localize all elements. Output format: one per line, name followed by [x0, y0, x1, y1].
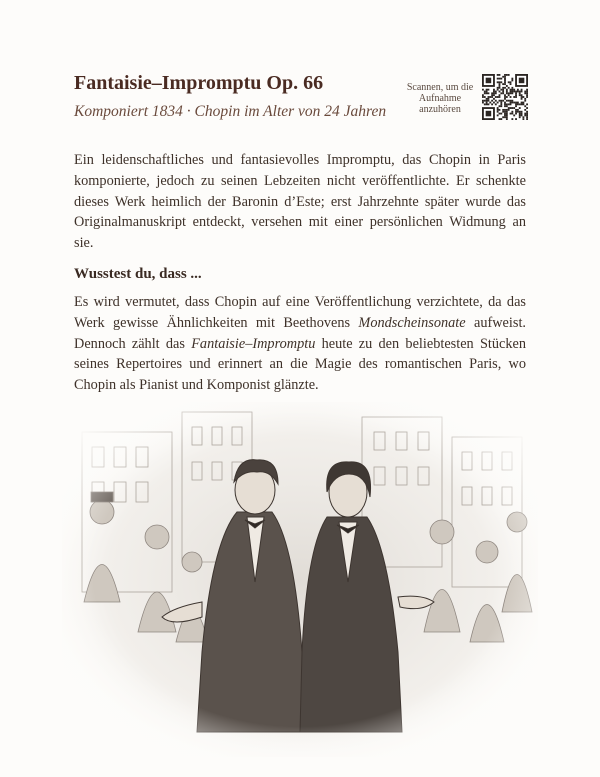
page-title: Fantaisie–Impromptu Op. 66	[74, 72, 324, 94]
fact-text-1: Es wird vermutet, dass Chopin auf eine Veröffentlichung verzichtete, da das Werk gewisse Ähnlichkeiten mit Beethovens	[74, 294, 526, 331]
work-title-fantaisie: Fantaisie–Impromptu	[191, 335, 316, 352]
page-subtitle: Komponiert 1834 · Chopin im Alter von 24 Jahren	[74, 103, 387, 120]
fact-text-2: aufweist. Dennoch zählt das	[74, 314, 526, 352]
fact-heading: Wusstest du, dass ...	[74, 266, 202, 282]
fact-text-3: heute zu den beliebtesten Stücken seines Repertoires und erinnert an die Magie des romantischen Paris, wo Chopin als Pianist und Komponist glänzte.	[74, 335, 526, 394]
work-title-moonlight: Mondscheinsonate	[358, 314, 466, 331]
fact-paragraph	[74, 292, 526, 396]
qr-code-icon[interactable]	[482, 74, 528, 120]
qr-caption: Scannen, um die Aufnahme anzuhören	[406, 82, 474, 115]
intro-paragraph: Ein leidenschaftliches und fantasievolles Impromptu, das Chopin in Paris komponierte, jedoch zu seinen Lebzeiten nicht veröffentlichte. Er schenkte dieses Werk heimlich der Baronin d’Este; erst Jahrzehnte später wurde das Originalmanuskript entdeckt, versehen mit einer persönlichen Widmung an sie.	[74, 152, 526, 252]
illustration-two-composers	[62, 402, 538, 757]
